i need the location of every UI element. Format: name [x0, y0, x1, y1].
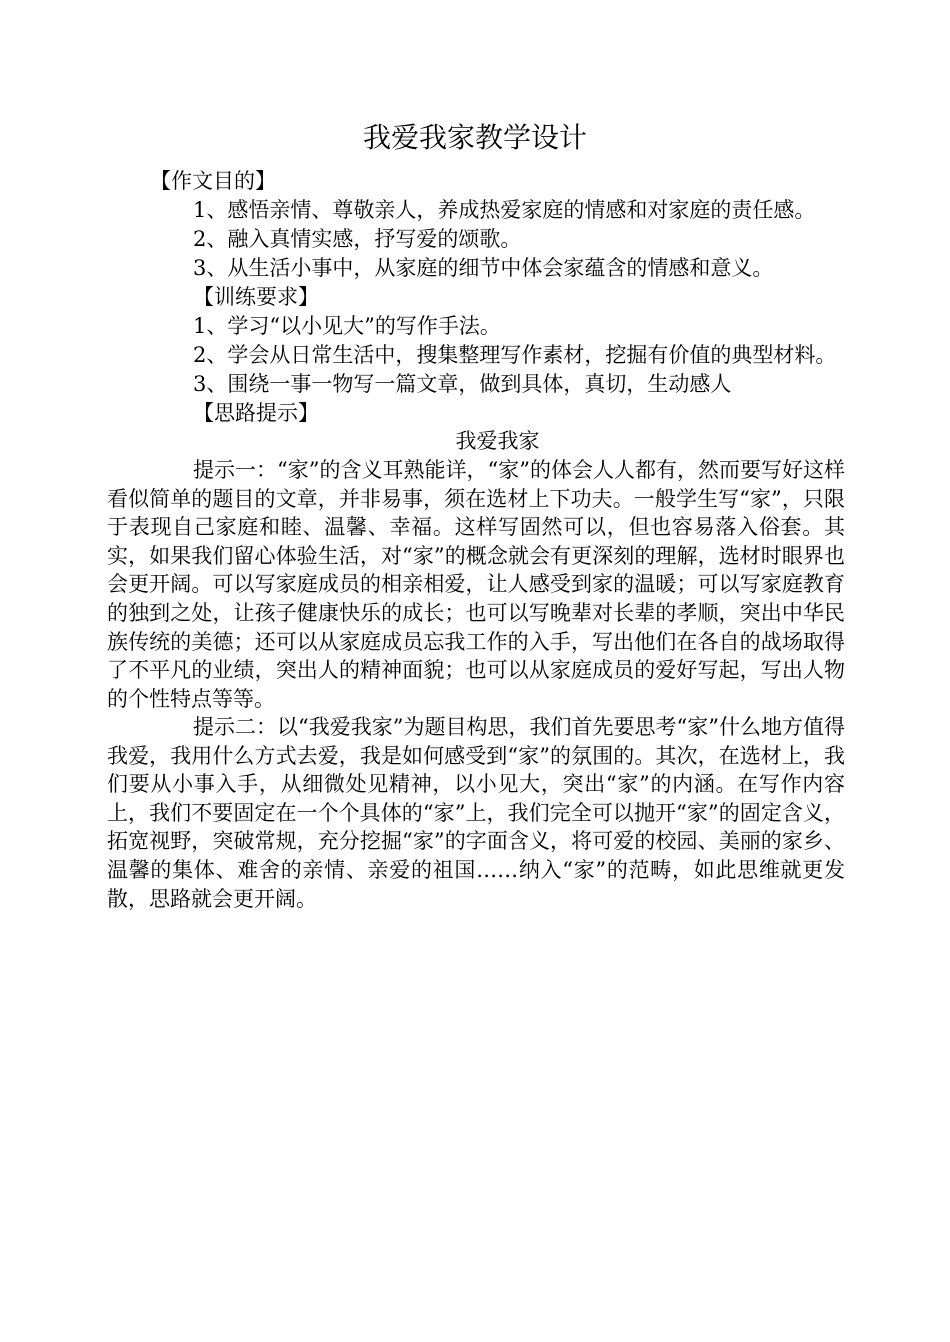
requirement-item: 2、学会从日常生活中，搜集整理写作素材，挖掘有价值的典型材料。 — [193, 343, 837, 367]
document-title: 我爱我家教学设计 — [362, 121, 587, 154]
requirement-item: 1、学习“以小见大”的写作手法。 — [193, 314, 501, 338]
hint-paragraph-2: 提示二：以“我爱我家”为题目构思，我们首先要思考“家”什么地方值得我爱，我用什么方式去爱，我是如何感受到“家”的氛围的。其次，在选材上，我们要从小事入手，从细微处见精神，以小见大，突出“家”的内涵。在写作内容上，我们不要固定在一个个具体的“家”上，我们完全可以抛开“家”的固定含义，拓宽视野，突破常规，充分挖掘“家”的字面含义，将可爱的校园、美丽的家乡、温馨的集体、难舍的亲情、亲爱的祖国……纳入“家”的范畴，如此思维就更发散，思路就会更开阔。 — [107, 715, 845, 911]
objectives-heading: 【作文目的】 — [150, 169, 276, 193]
hints-subtitle: 我爱我家 — [455, 429, 540, 453]
objective-item: 2、融入真情实感，抒写爱的颂歌。 — [193, 227, 522, 251]
requirements-heading: 【训练要求】 — [193, 285, 319, 309]
objective-item: 1、感悟亲情、尊敬亲人，养成热爱家庭的情感和对家庭的责任感。 — [193, 198, 816, 222]
requirement-item: 3、围绕一事一物写一篇文章，做到具体，真切，生动感人 — [193, 372, 732, 396]
hint-paragraph-1: 提示一：“家”的含义耳熟能详，“家”的体会人人都有，然而要写好这样看似简单的题目的文章，并非易事，须在选材上下功夫。一般学生写“家”，只限于表现自己家庭和睦、温馨、幸福。这样写固然可以，但也容易落入俗套。其实，如果我们留心体验生活，对“家”的概念就会有更深刻的理解，选材时眼界也会更开阔。可以写家庭成员的相亲相爱，让人感受到家的温暖；可以写家庭教育的独到之处，让孩子健康快乐的成长；也可以写晚辈对长辈的孝顺，突出中华民族传统的美德；还可以从家庭成员忘我工作的入手，写出他们在各自的战场取得了不平凡的业绩，突出人的精神面貌；也可以从家庭成员的爱好写起，写出人物的个性特点等等。 — [107, 458, 845, 711]
objective-item: 3、从生活小事中，从家庭的细节中体会家蕴含的情感和意义。 — [193, 256, 774, 280]
hints-heading: 【思路提示】 — [193, 401, 319, 425]
